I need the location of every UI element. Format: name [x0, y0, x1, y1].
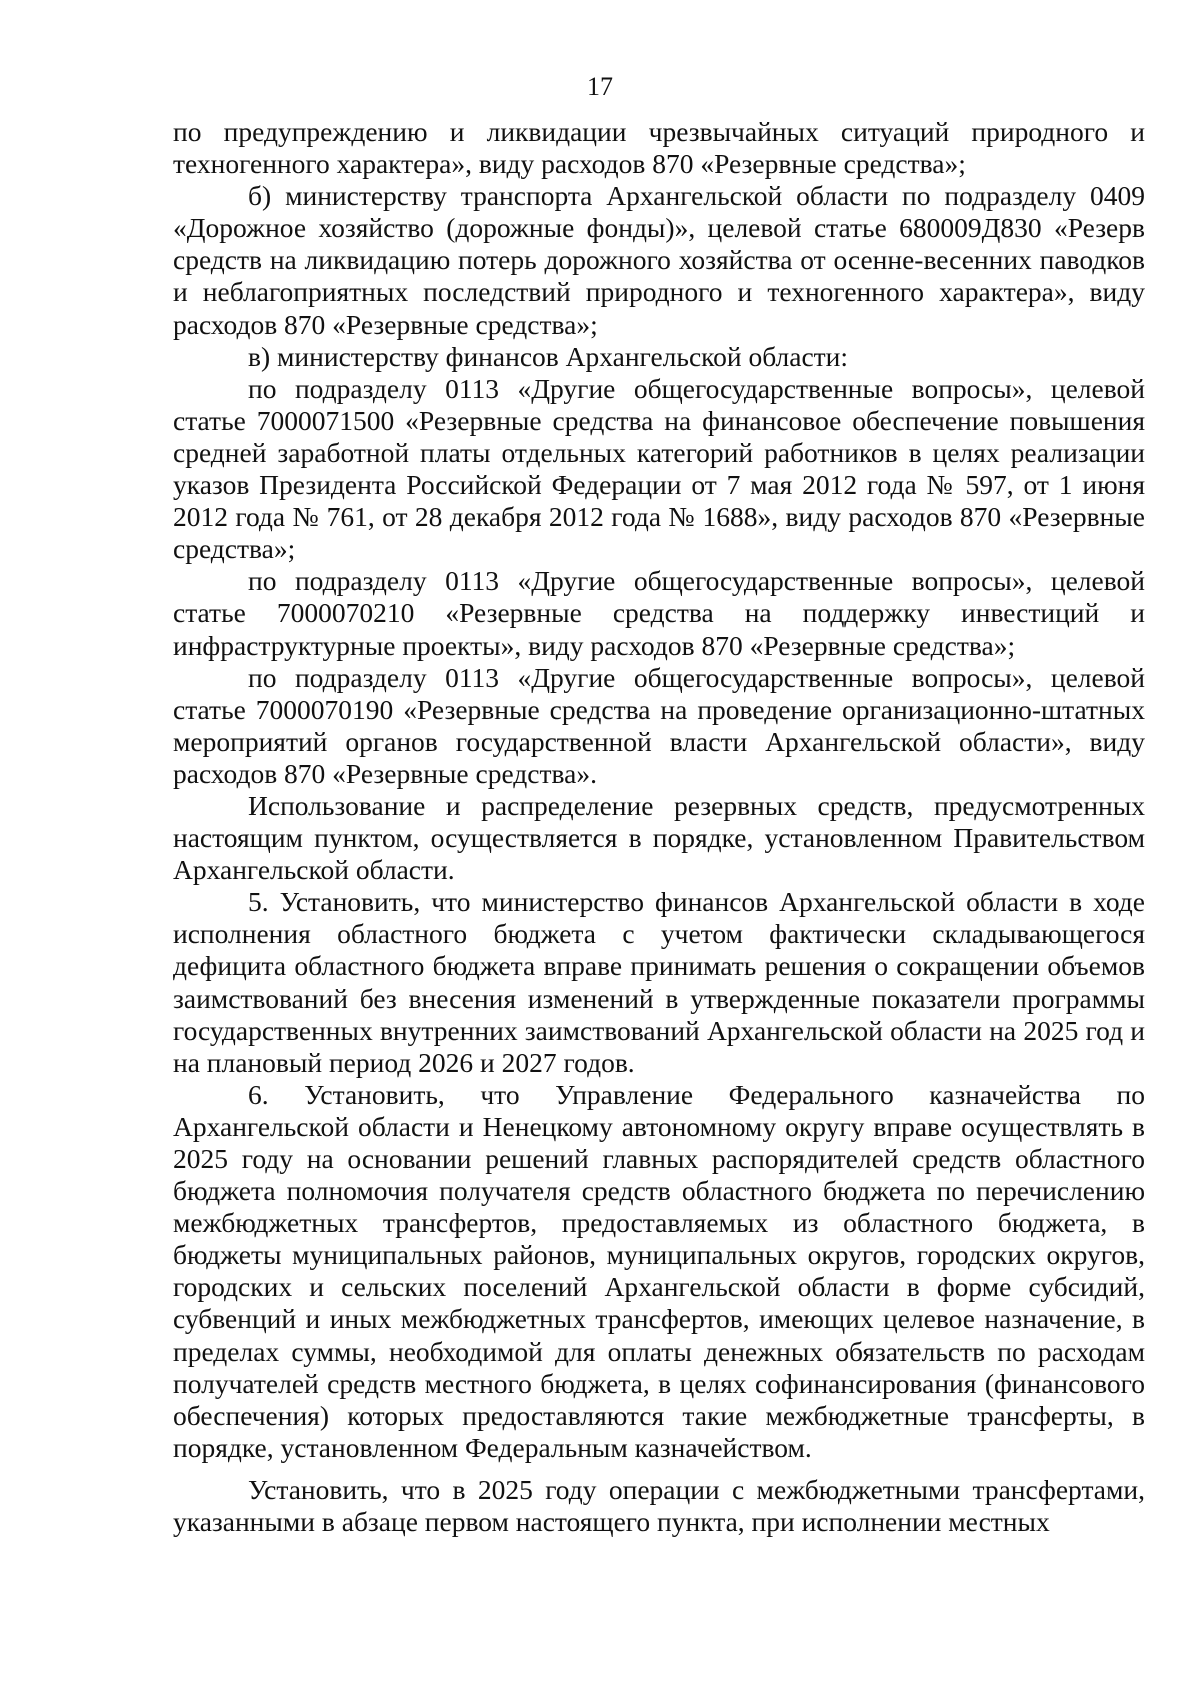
paragraph: Установить, что в 2025 году операции с межбюджетными трансфертами, указанными в абзаце первом настоящего пункта, при исполнении местных: [173, 1473, 1145, 1538]
document-body: [173, 116, 1145, 1538]
paragraph: по подразделу 0113 «Другие общегосударственные вопросы», целевой статье 7000070210 «Резервные средства на поддержку инвестиций и инфраструктурные проекты», виду расходов 870 «Резервные средства»;: [173, 565, 1145, 661]
paragraph: б) министерству транспорта Архангельской области по подразделу 0409 «Дорожное хозяйство (дорожные фонды)», целевой статье 680009Д830 «Резерв средств на ликвидацию потерь дорожного хозяйства от осенне-весенних паводков и неблагоприятных последствий природного и техногенного характера», виду расходов 870 «Резервные средства»;: [173, 180, 1145, 340]
paragraph: по подразделу 0113 «Другие общегосударственные вопросы», целевой статье 7000071500 «Резервные средства на финансовое обеспечение повышения средней заработной платы отдельных категорий работников в целях реализации указов Президента Российской Федерации от 7 мая 2012 года № 597, от 1 июня 2012 года № 761, от 28 декабря 2012 года № 1688», виду расходов 870 «Резервные средства»;: [173, 372, 1145, 565]
paragraph: Использование и распределение резервных средств, предусмотренных настоящим пунктом, осуществляется в порядке, установленном Правительством Архангельской области.: [173, 789, 1145, 886]
paragraph: по подразделу 0113 «Другие общегосударственные вопросы», целевой статье 7000070190 «Резервные средства на проведение организационно-штатных мероприятий органов государственной власти Архангельской области», виду расходов 870 «Резервные средства».: [173, 661, 1145, 789]
page-number: 17: [587, 72, 613, 101]
paragraph: 5. Установить, что министерство финансов Архангельской области в ходе исполнения областного бюджета с учетом фактически складывающегося дефицита областного бюджета вправе принимать решения о сокращении объемов заимствований без внесения изменений в утвержденные показатели программы государственных внутренних заимствований Архангельской области на 2025 год и на плановый период 2026 и 2027 годов.: [173, 886, 1145, 1078]
paragraph: по предупреждению и ликвидации чрезвычайных ситуаций природного и техногенного характера», виду расходов 870 «Резервные средства»;: [173, 116, 1145, 180]
paragraph: 6. Установить, что Управление Федерального казначейства по Архангельской области и Ненецкому автономному округу вправе осуществлять в 2025 году на основании решений главных распорядителей средств областного бюджета полномочия получателя средств областного бюджета по перечислению межбюджетных трансфертов, предоставляемых из областного бюджета, в бюджеты муниципальных районов, муниципальных округов, городских округов, городских и сельских поселений Архангельской области в форме субсидий, субвенций и иных межбюджетных трансфертов, имеющих целевое назначение, в пределах суммы, необходимой для оплаты денежных обязательств по расходам получателей средств местного бюджета, в целях софинансирования (финансового обеспечения) которых предоставляются такие межбюджетные трансферты, в порядке, установленном Федеральным казначейством.: [173, 1078, 1145, 1463]
paragraph: в) министерству финансов Архангельской области:: [248, 340, 849, 372]
